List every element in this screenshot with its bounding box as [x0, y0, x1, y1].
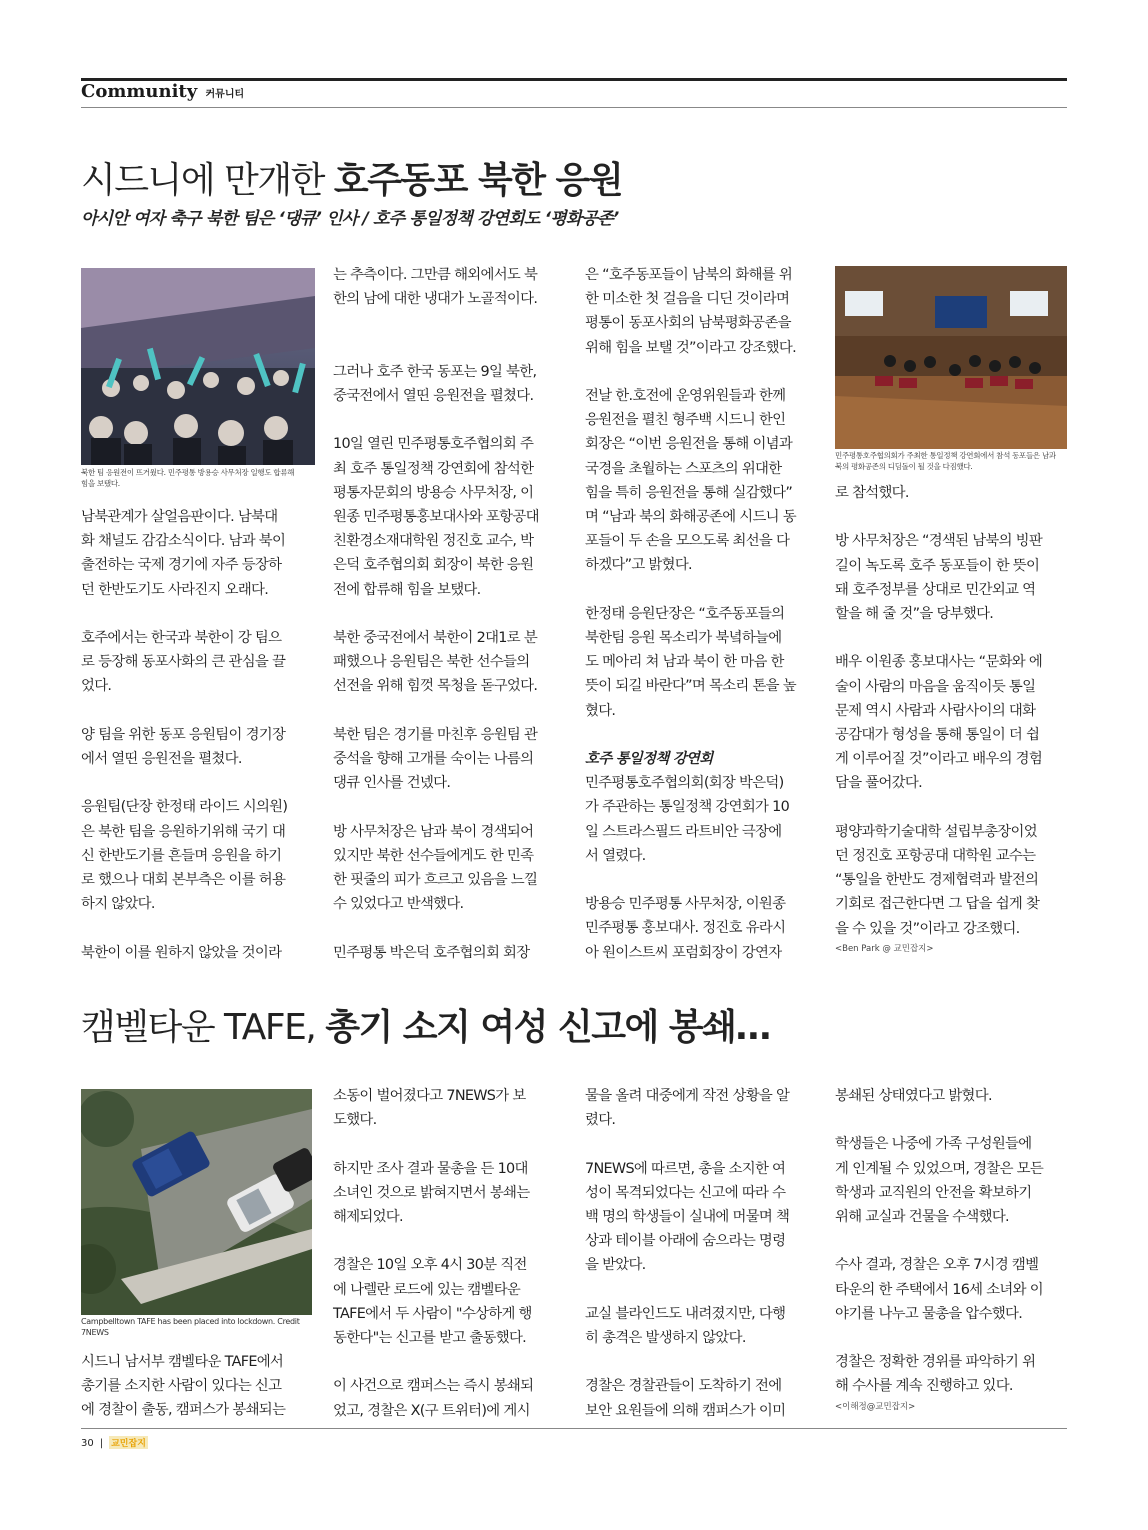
- section-header: [81, 81, 244, 102]
- article1-column-3: 은 “호주동포들이 남북의 화해를 위 한 미소한 첫 걸음을 디딘 것이라며 평통이 동포사회의 남북평화공존을 위해 힘을 보탤 것”이라고 강조했다. 전날 한.호전에 운영위원들과 한께 응원전을 펼친 형주백 시드니 한인 회장은 “이번 응원전을 통해 이념과 국경을 초월하는 스포츠의 위대한 힘을 특히 응원전을 통해 실감했다” 며 “남과 북의 화해공존에 시드니 동 포들이 두 손을 모으도록 최선을 다 하겠다”고 밝혔다. 한정태 응원단장은 “호주동포들의 북한팀 응원 목소리가 북녘하늘에 도 메아리 쳐 남과 북이 한 마음 한 뜻이 되길 바란다”며 목소리 톤을 높 혔다. 호주 통일정책 강연회 민주평통호주협의회(회장 박은덕) 가 주관하는 통일정책 강연회가 10 일 스트라스필드 라트비안 극장에 서 열렸다. 방용승 민주평통 사무처장, 이원종 민주평통 홍보대사. 정진호 유라시 아 원이스트씨 포럼회장이 강연자: [585, 267, 796, 961]
- article2-column-3: 물을 올려 대중에게 작전 상황을 알 렸다. 7NEWS에 따르면, 총을 소지한 여 성이 목격되었다는 신고에 따라 수 백 명의 학생들이 실내에 머물며 책 상과 테이블 아래에 숨으라는 명령 을 받았다. 교실 블라인드도 내려졌지만, 다행 히 총격은 발생하지 않았다. 경찰은 경찰관들이 도착하기 전에 보안 요원들에 의해 캠퍼스가 이미: [585, 1088, 790, 1419]
- footer-rule: [81, 1428, 1067, 1429]
- article1-column-4: 로 참석했다. 방 사무처장은 “경색된 남북의 빙판 길이 녹도록 호주 동포들이 한 뜻이 돼 호주정부를 상대로 민간외교 역 할을 해 줄 것”을 당부했다. 배우 이원종 홍보대사는 “문화와 에 술이 사람의 마음을 움직이듯 통일 문제 역시 사람과 사람사이의 대화 공감대가 형성을 통해 통일이 더 쉽 게 이루어질 것”이라고 배우의 경험 담을 풀어갔다. 평양과학기술대학 설립부총장이었 던 정진호 포항공대 대학원 교수는 “통일을 한반도 경제협력과 발전의 기회로 접근한다면 그 답을 쉽게 찾 을 수 있을 것”이라고 강조했디. <Ben Park @ 교민잡지>: [835, 481, 1042, 957]
- lecture-hall-photo: [835, 266, 1067, 449]
- article2-column-4: 봉쇄된 상태였다고 밝혔다. 학생들은 나중에 가족 구성원들에 게 인계될 수 있었으며, 경찰은 모든 학생과 교직원의 안전을 확보하기 위해 교실과 건물을 수색했다. 수사 결과, 경찰은 오후 7시경 캠벨 타운의 한 주택에서 16세 소녀와 이 야기를 나누고 물총을 압수했다. 경찰은 정확한 경위를 파악하기 위 해 수사를 계속 진행하고 있다. <이해정@교민잡지>: [835, 1084, 1043, 1415]
- stadium-photo-caption: 북한 팀 응원전이 뜨거웠다. 민주평통 방용승 사무처장 일행도 합류해 힘을 보탰다.: [81, 468, 295, 488]
- stadium-photo: [81, 268, 315, 465]
- article1-credit: <Ben Park @ 교민잡지>: [835, 943, 934, 954]
- article2-column-2: 소동이 벌어졌다고 7NEWS가 보 도했다. 하지만 조사 결과 물총을 든 10대 소녀인 것으로 밝혀지면서 봉쇄는 해제되었다. 경찰은 10일 오후 4시 30분 직전 에 나렐란 로드에 있는 캠벨타운 TAFE에서 두 사람이 "수상하게 행 동한다"는 신고를 받고 출동했다. 이 사건으로 캠퍼스는 즉시 봉쇄되 었고, 경찰은 X(구 트위터)에 게시: [333, 1088, 534, 1419]
- header-underline: [81, 107, 1067, 108]
- article1-column-1: 남북관계가 살얼음판이다. 남북대 화 채널도 감감소식이다. 남과 북이 출전하는 국제 경기에 자주 등장하 던 한반도기도 사라진지 오래다. 호주에서는 한국과 북한이 강 팀으 로 등장해 동포사화의 큰 관심을 끌 었다. 양 팀을 위한 동포 응원팀이 경기장 에서 열띤 응원전을 펼쳤다. 응원팀(단장 한정태 라이드 시의원) 은 북한 팀을 응원하기위해 국기 대 신 한반도기를 흔들며 응원을 하기 로 했으나 대회 본부측은 이를 허용 하지 않았다. 북한이 이를 원하지 않았을 것이라: [81, 509, 288, 961]
- article1-subhead: 호주 통일정책 강연회: [585, 751, 713, 768]
- article2-headline-bold: 총기 소지 여성 신고에 봉쇄…: [325, 1007, 770, 1048]
- article2-headline-light: 캠벨타운 TAFE,: [81, 1007, 326, 1048]
- article1-column-2: 는 추측이다. 그만큼 해외에서도 북 한의 남에 대한 냉대가 노골적이다. 그러나 호주 한국 동포는 9일 북한, 중국전에서 열띤 응원전을 펼쳤다. 10일 열린 민주평통호주협의회 주 최 호주 통일정책 강연회에 참석한 평통자문회의 방용승 사무처장, 이 원종 민주평통홍보대사와 포항공대 친환경소재대학원 정진호 교수, 박 은덕 호주협의회 회장이 북한 응원 전에 합류해 힘을 보탰다. 북한 중국전에서 북한이 2대1로 분 패했으나 응원팀은 북한 선수들의 선전을 위해 힘껏 목청을 돋구었다. 북한 팀은 경기를 마친후 응원팀 관 중석을 향해 고개를 숙이는 나름의 댕큐 인사를 건넸다. 방 사무처장은 남과 북이 경색되어 있지만 북한 선수들에게도 한 민족 한 핏줄의 피가 흐르고 있음을 느낄 수 있었다고 반색했다. 민주평통 박은덕 호주협의회 회장: [333, 267, 539, 961]
- page-footer: [81, 1436, 148, 1449]
- article1-headline: [81, 152, 622, 203]
- campus-photo-caption: Campbelltown TAFE has been placed into lockdown. Credit 7NEWS: [81, 1317, 300, 1337]
- section-subtitle: 커뮤니티: [205, 89, 245, 100]
- page-number: 30: [81, 1438, 94, 1449]
- article1-headline-bold: 호주동포 북한 응원: [333, 160, 623, 201]
- article1-subtitle: 아시안 여자 축구 북한 팀은 ‘댕큐’ 인사 / 호주 통일정책 강연회도 ‘평화공존’: [81, 209, 619, 229]
- magazine-logo: 교민잡지: [109, 1436, 148, 1449]
- footer-separator: |: [99, 1438, 104, 1449]
- lecture-photo-caption: 민주평통호주협의회가 주최한 통일정책 강연회에서 참석 동포들은 남과 북의 평화공존의 디딤돌이 될 것을 다짐했다.: [835, 451, 1056, 471]
- section-title: Community: [81, 81, 198, 102]
- article2-column-1: 시드니 남서부 캠벨타운 TAFE에서 총기를 소지한 사람이 있다는 신고 에 경찰이 출동, 캠퍼스가 봉쇄되는: [81, 1354, 286, 1419]
- article2-credit: <이해정@교민잡지>: [835, 1401, 916, 1412]
- article1-headline-light: 시드니에 만개한: [81, 160, 334, 201]
- article2-headline: [81, 999, 770, 1050]
- campus-aerial-photo: [81, 1089, 312, 1315]
